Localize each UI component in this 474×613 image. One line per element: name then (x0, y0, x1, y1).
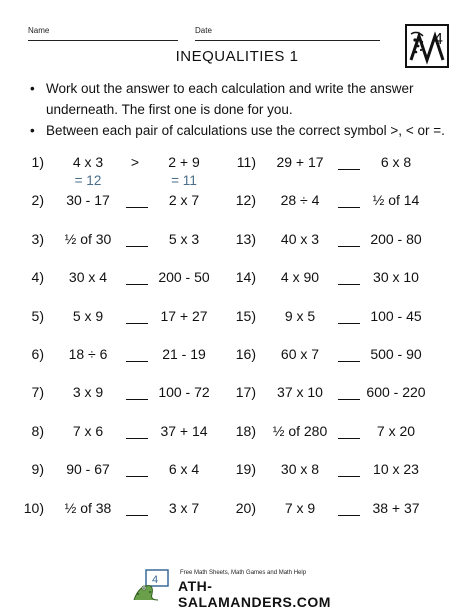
question-11 (0, 152, 474, 172)
question-13 (0, 229, 474, 249)
salamander-mascot-icon (128, 566, 178, 602)
left-expression: 40 x 3 (280, 231, 320, 247)
name-label: Name (28, 26, 50, 35)
date-line (195, 40, 380, 41)
right-expression: 100 - 45 (370, 308, 422, 324)
question-number: 7) (31, 384, 44, 400)
right-expression: 100 - 72 (158, 384, 210, 400)
answer-blank[interactable] (338, 361, 360, 362)
left-expression: ½ of 38 (64, 500, 112, 516)
svg-text:4: 4 (152, 574, 159, 586)
salamander-logo-icon (405, 24, 449, 68)
left-expression: 4 x 90 (280, 269, 320, 285)
question-number: 16) (235, 346, 256, 362)
question-number: 6) (31, 346, 44, 362)
right-expression: 200 - 80 (370, 231, 422, 247)
page-title: INEQUALITIES 1 (175, 48, 299, 65)
right-expression: 500 - 90 (370, 346, 422, 362)
left-expression: ½ of 280 (272, 423, 328, 439)
left-expression: 30 - 17 (66, 192, 110, 208)
right-expression: 200 - 50 (158, 269, 210, 285)
bullet-2: • (30, 123, 35, 138)
footer-brand: ATH-SALAMANDERS.COM (178, 578, 331, 610)
answer-blank[interactable] (338, 438, 360, 439)
question-number: 13) (235, 231, 256, 247)
right-expression: 7 x 20 (376, 423, 416, 439)
left-expression: 7 x 9 (284, 500, 316, 516)
left-expression: 9 x 5 (284, 308, 316, 324)
question-number: 11) (236, 154, 256, 170)
question-20 (0, 498, 474, 518)
question-number: 3) (31, 231, 44, 247)
left-expression: 30 x 4 (68, 269, 108, 285)
left-expression: 5 x 9 (72, 308, 104, 324)
left-answer: = 12 (74, 173, 102, 188)
right-expression: 6 x 4 (168, 461, 200, 477)
instruction-1 (30, 78, 448, 120)
question-number: 2) (31, 192, 44, 208)
question-number: 15) (235, 308, 256, 324)
right-expression: 17 + 27 (160, 308, 208, 324)
question-number: 1) (31, 154, 44, 170)
left-expression: 29 + 17 (276, 154, 324, 170)
question-number: 5) (31, 308, 44, 324)
left-expression: ½ of 30 (64, 231, 112, 247)
right-expression: 5 x 3 (168, 231, 200, 247)
instruction-2 (30, 120, 448, 141)
question-18 (0, 421, 474, 441)
question-14 (0, 267, 474, 287)
date-label: Date (195, 26, 212, 35)
right-expression: 600 - 220 (366, 384, 426, 400)
answer-blank[interactable] (338, 476, 360, 477)
answer-blank[interactable] (338, 207, 360, 208)
right-expression: 21 - 19 (162, 346, 206, 362)
footer (120, 566, 360, 610)
question-number: 17) (235, 384, 256, 400)
question-17 (0, 382, 474, 402)
right-expression: 3 x 7 (168, 500, 200, 516)
question-12 (0, 190, 474, 210)
answer-blank[interactable] (338, 323, 360, 324)
bullet-1: • (30, 81, 35, 96)
right-answer: = 11 (171, 173, 197, 188)
answer-blank[interactable] (338, 515, 360, 516)
instruction-1-text: Work out the answer to each calculation and write the answer underneath. The first one is done for you. (46, 81, 414, 117)
answer-blank[interactable] (338, 284, 360, 285)
right-expression: 2 + 9 (168, 154, 200, 170)
question-number: 20) (235, 500, 256, 516)
answer-blank[interactable] (338, 399, 360, 400)
question-15 (0, 306, 474, 326)
left-expression: 37 x 10 (277, 384, 323, 400)
left-expression: 18 ÷ 6 (68, 346, 108, 362)
question-number: 10) (23, 500, 44, 516)
left-expression: 90 - 67 (66, 461, 110, 477)
name-line (28, 40, 178, 41)
instruction-2-text: Between each pair of calculations use the correct symbol >, < or =. (46, 123, 445, 138)
question-number: 4) (31, 269, 44, 285)
right-expression: 30 x 10 (373, 269, 419, 285)
comparison-symbol: > (130, 154, 140, 170)
right-expression: 37 + 14 (160, 423, 208, 439)
right-expression: 10 x 23 (373, 461, 419, 477)
question-number: 18) (235, 423, 256, 439)
answer-blank[interactable] (338, 169, 360, 170)
question-number: 9) (31, 461, 44, 477)
question-number: 19) (235, 461, 256, 477)
right-expression: 38 + 37 (372, 500, 420, 516)
left-expression: 7 x 6 (72, 423, 104, 439)
question-16 (0, 344, 474, 364)
left-expression: 4 x 3 (72, 154, 104, 170)
question-number: 8) (31, 423, 44, 439)
answer-blank[interactable] (338, 246, 360, 247)
question-number: 14) (235, 269, 256, 285)
question-19 (0, 459, 474, 479)
left-expression: 28 ÷ 4 (280, 192, 320, 208)
left-expression: 3 x 9 (72, 384, 104, 400)
question-number: 12) (235, 192, 256, 208)
footer-tagline: Free Math Sheets, Math Games and Math Help (180, 570, 307, 576)
right-expression: ½ of 14 (372, 192, 420, 208)
left-expression: 60 x 7 (280, 346, 320, 362)
right-expression: 6 x 8 (380, 154, 412, 170)
logo-digit: 4 (434, 31, 443, 48)
right-expression: 2 x 7 (168, 192, 200, 208)
left-expression: 30 x 8 (280, 461, 320, 477)
